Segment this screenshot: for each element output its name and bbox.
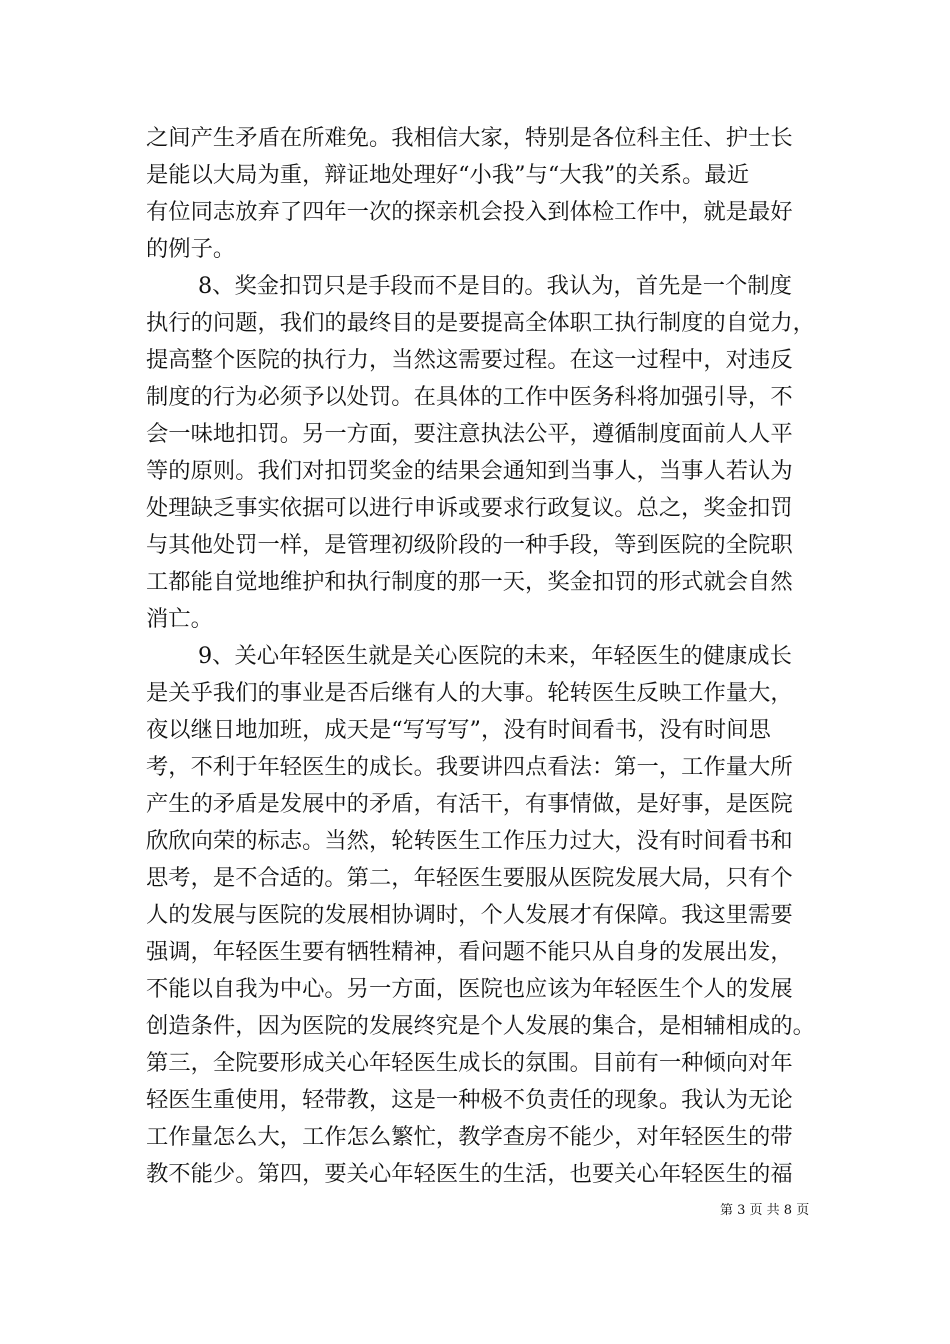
text-line: 欣欣向荣的标志。当然，轮转医生工作压力过大，没有时间看书和 <box>146 828 793 854</box>
text-line: 等的原则。我们对扣罚奖金的结果会通知到当事人，当事人若认为 <box>146 458 793 484</box>
text-line: 制度的行为必须予以处罚。在具体的工作中医务科将加强引导，不 <box>146 384 793 410</box>
text-line: 有位同志放弃了四年一次的探亲机会投入到体检工作中，就是最好 <box>146 199 793 225</box>
text-line: 的例子。 <box>146 236 236 262</box>
text-line: 工都能自觉地维护和执行制度的那一天，奖金扣罚的形式就会自然 <box>146 569 793 595</box>
text-line: 思考，是不合适的。第二，年轻医生要服从医院发展大局，只有个 <box>146 865 793 891</box>
text-line: 提高整个医院的执行力，当然这需要过程。在这一过程中，对违反 <box>146 347 793 373</box>
text-line: 与其他处罚一样，是管理初级阶段的一种手段，等到医院的全院职 <box>146 532 793 558</box>
text-line: 轻医生重使用，轻带教，这是一种极不负责任的现象。我认为无论 <box>146 1087 793 1113</box>
text-line: 执行的问题，我们的最终目的是要提高全体职工执行制度的自觉力， <box>146 310 815 336</box>
text-line: 消亡。 <box>146 606 213 632</box>
text-line: 创造条件，因为医院的发展终究是个人发展的集合，是相辅相成的。 <box>146 1013 815 1039</box>
text-line: 工作量怎么大，工作怎么繁忙，教学查房不能少，对年轻医生的带 <box>146 1124 793 1150</box>
page-footer: 第 3 页 共 8 页 <box>720 1203 810 1218</box>
text-line: 8、奖金扣罚只是手段而不是目的。我认为，首先是一个制度 <box>198 273 792 299</box>
text-line: 是能以大局为重，辩证地处理好“小我”与“大我”的关系。最近 <box>146 162 750 188</box>
text-line: 会一味地扣罚。另一方面，要注意执法公平，遵循制度面前人人平 <box>146 421 793 447</box>
text-line: 夜以继日地加班，成天是“写写写”，没有时间看书，没有时间思 <box>146 717 771 743</box>
text-line: 教不能少。第四，要关心年轻医生的生活，也要关心年轻医生的福 <box>146 1161 793 1187</box>
text-line: 处理缺乏事实依据可以进行申诉或要求行政复议。总之，奖金扣罚 <box>146 495 793 521</box>
text-line: 第三，全院要形成关心年轻医生成长的氛围。目前有一种倾向对年 <box>146 1050 793 1076</box>
text-line: 是关乎我们的事业是否后继有人的大事。轮转医生反映工作量大， <box>146 680 793 706</box>
text-line: 9、关心年轻医生就是关心医院的未来，年轻医生的健康成长 <box>198 643 792 669</box>
text-line: 考，不利于年轻医生的成长。我要讲四点看法：第一，工作量大所 <box>146 754 793 780</box>
text-line: 人的发展与医院的发展相协调时，个人发展才有保障。我这里需要 <box>146 902 793 928</box>
text-line: 不能以自我为中心。另一方面，医院也应该为年轻医生个人的发展 <box>146 976 793 1002</box>
body-text <box>146 120 815 1193</box>
text-line: 强调，年轻医生要有牺牲精神，看问题不能只从自身的发展出发， <box>146 939 793 965</box>
text-line: 之间产生矛盾在所难免。我相信大家，特别是各位科主任、护士长 <box>146 125 793 151</box>
text-line: 产生的矛盾是发展中的矛盾，有活干，有事情做，是好事，是医院 <box>146 791 793 817</box>
